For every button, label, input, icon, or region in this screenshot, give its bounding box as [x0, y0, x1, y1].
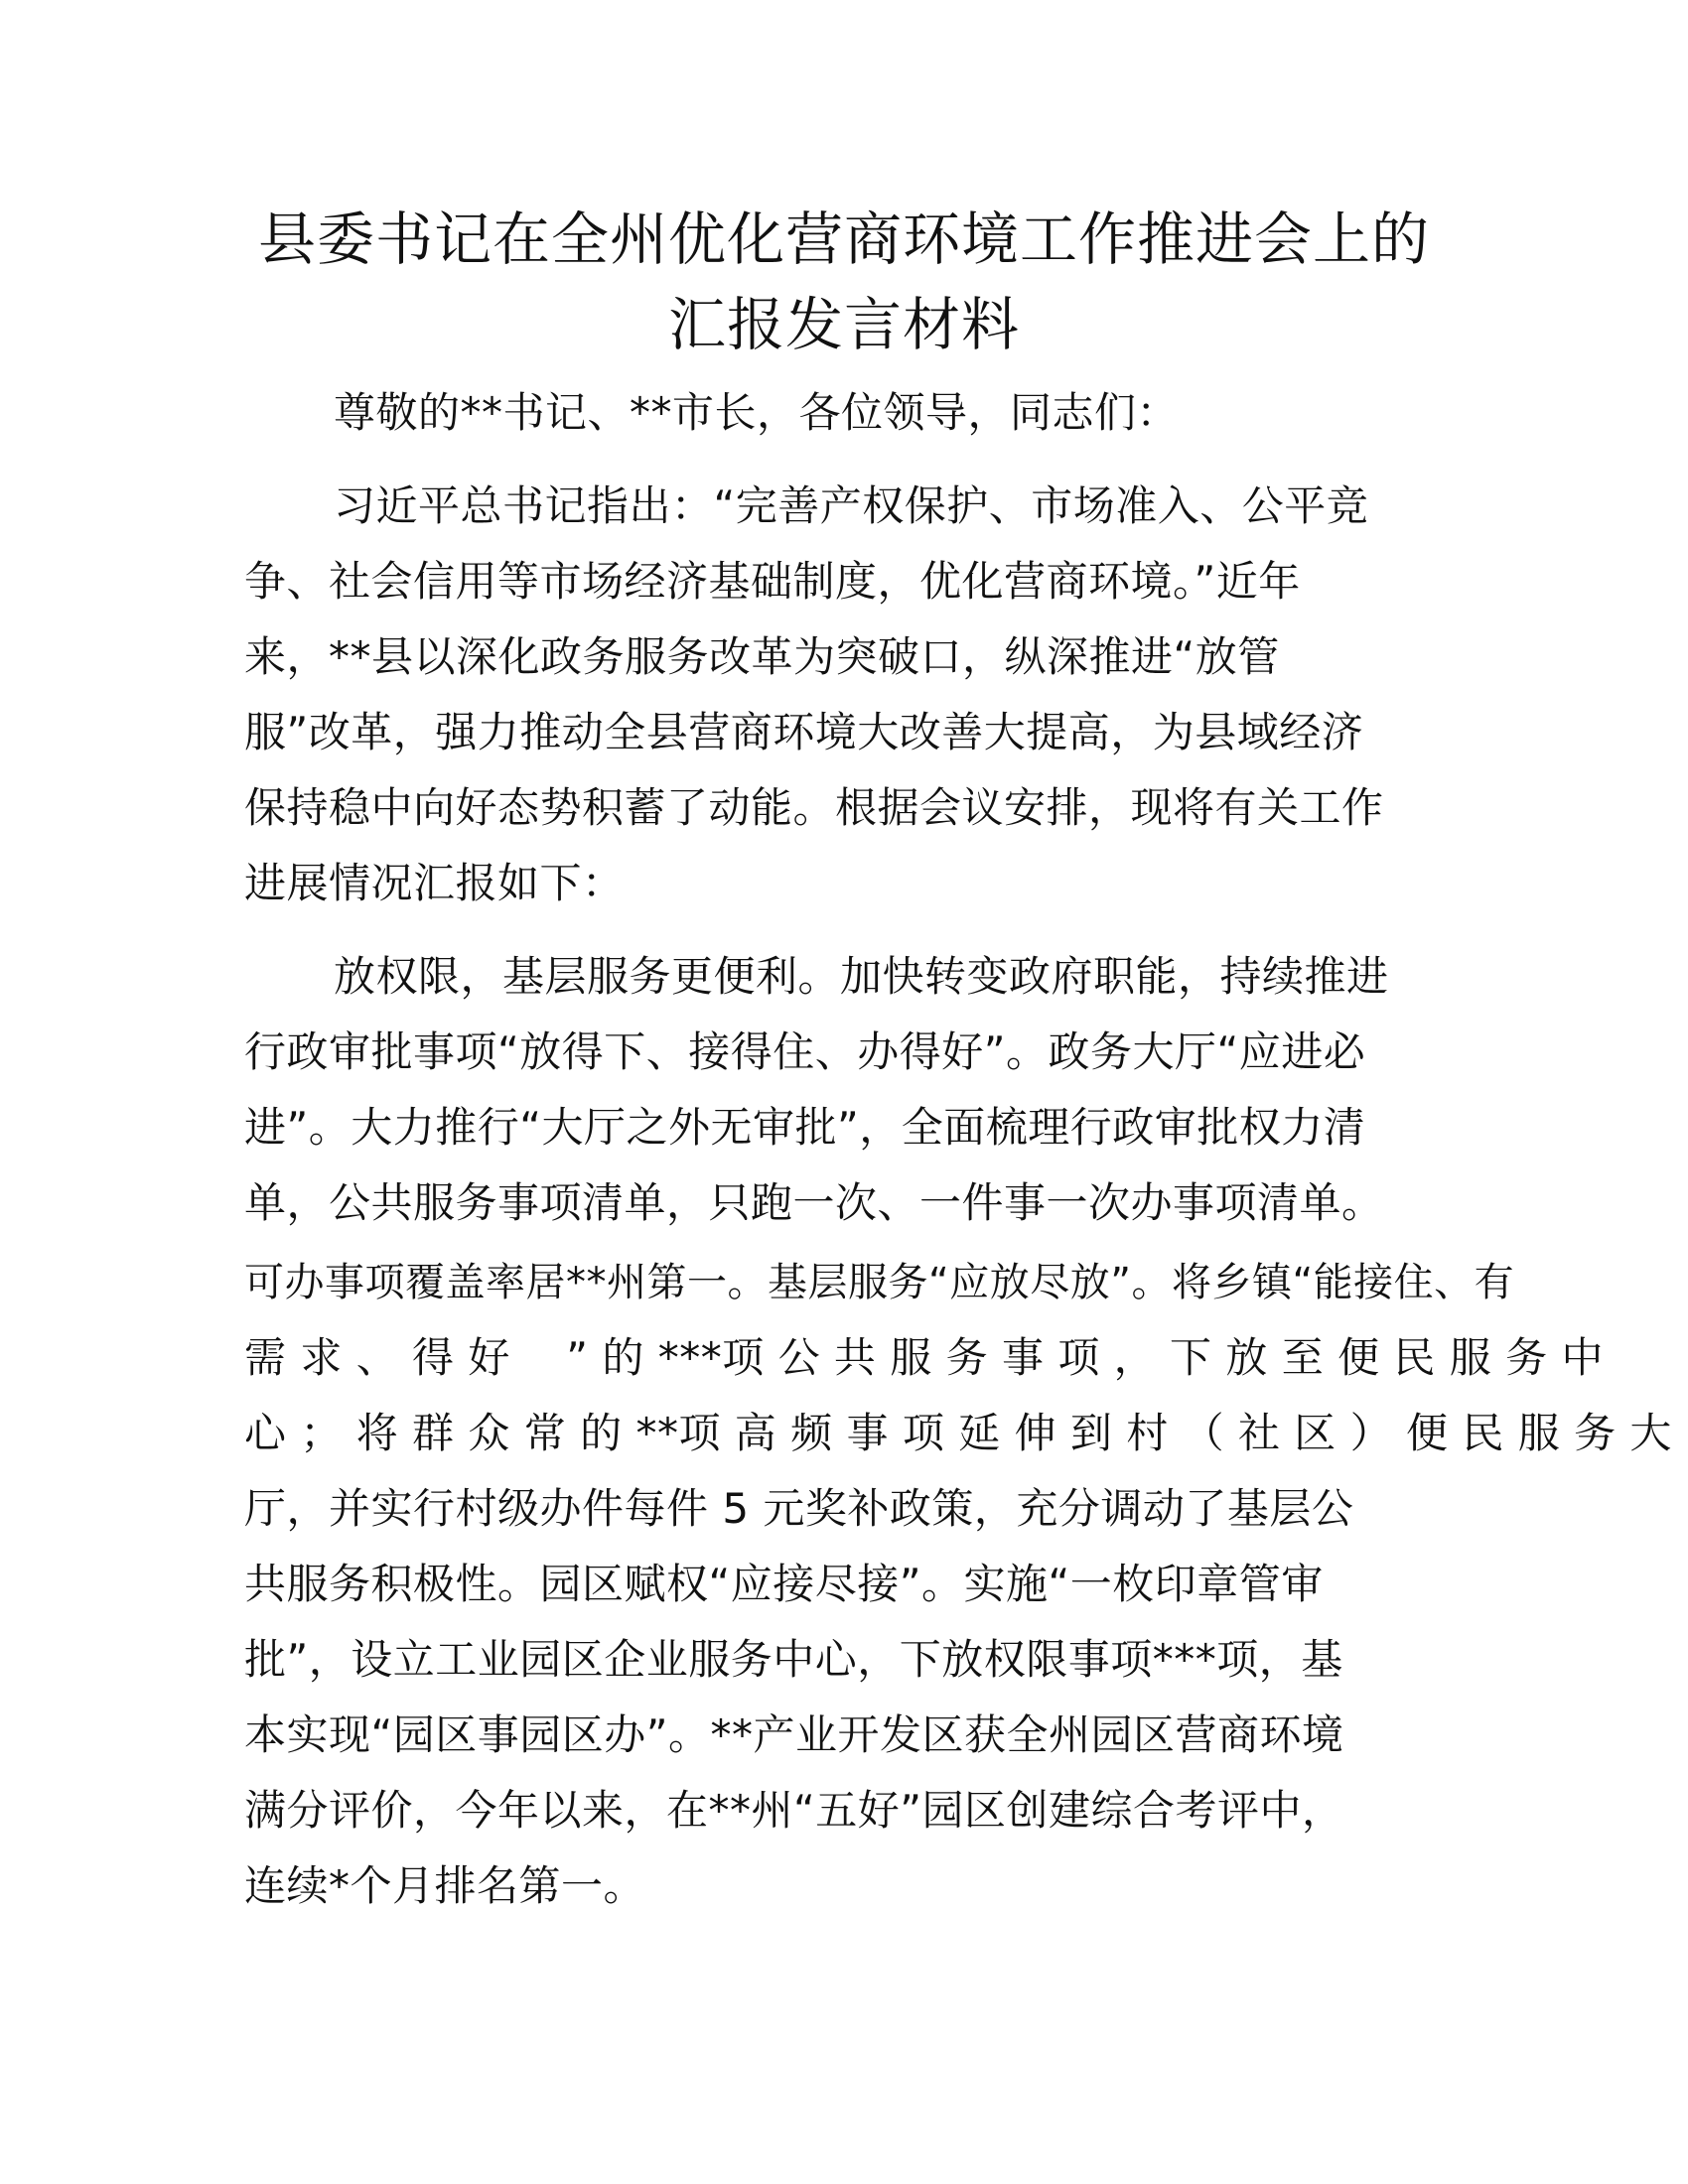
paragraph-2-line: 单，公共服务事项清单，只跑一次、一件事一次办事项清单。: [244, 1178, 1384, 1227]
salutation: 尊敬的**书记、**市长，各位领导，同志们：: [334, 388, 1180, 437]
paragraph-2-line: 心 ； 将 群 众 常 的 **项 高 频 事 项 延 伸 到 村 （ 社 区 ） 便 民 服 务 大: [244, 1409, 1672, 1457]
paragraph-1-line: 来，**县以深化政务服务改革为突破口，纵深推进“放管: [244, 632, 1280, 681]
paragraph-2-line: 满分评价，今年以来，在**州“五好”园区创建综合考评中，: [244, 1786, 1344, 1835]
paragraph-2-line: 需 求 、 得 好 ” 的 ***项 公 共 服 务 事 项 ， 下 放 至 便 民 服 务 中: [244, 1333, 1604, 1382]
paragraph-1-line: 保持稳中向好态势积蓄了动能。根据会议安排，现将有关工作: [244, 783, 1384, 832]
paragraph-2-line: 进”。大力推行“大厅之外无审批”，全面梳理行政审批权力清: [244, 1103, 1366, 1152]
paragraph-2-line: 连续*个月排名第一。: [244, 1861, 646, 1910]
paragraph-2-line: 放权限，基层服务更便利。加快转变政府职能，持续推进: [334, 952, 1389, 1001]
paragraph-2-line: 本实现“园区事园区办”。**产业开发区获全州园区营商环境: [244, 1710, 1344, 1759]
paragraph-2-line: 厅，并实行村级办件每件 5 元奖补政策，充分调动了基层公: [244, 1484, 1354, 1533]
paragraph-1-line: 进展情况汇报如下：: [244, 859, 625, 907]
document-title-line-1: 县委书记在全州优化营商环境工作推进会上的: [257, 205, 1430, 273]
paragraph-2-line: 可办事项覆盖率居**州第一。基层服务“应放尽放”。将乡镇“能接住、有: [244, 1260, 1515, 1305]
document-title-line-2: 汇报发言材料: [667, 291, 1020, 358]
paragraph-1-line: 习近平总书记指出：“完善产权保护、市场准入、公平竞: [334, 481, 1369, 530]
paragraph-2-line: 共服务积极性。园区赋权“应接尽接”。实施“一枚印章管审: [244, 1560, 1324, 1608]
paragraph-1-line: 争、社会信用等市场经济基础制度，优化营商环境。”近年: [244, 557, 1301, 606]
paragraph-2-line: 行政审批事项“放得下、接得住、办得好”。政务大厅“应进必: [244, 1027, 1366, 1076]
paragraph-1-line: 服”改革，强力推动全县营商环境大改善大提高，为县域经济: [244, 708, 1364, 756]
paragraph-2-line: 批”，设立工业园区企业服务中心，下放权限事项***项，基: [244, 1635, 1343, 1684]
